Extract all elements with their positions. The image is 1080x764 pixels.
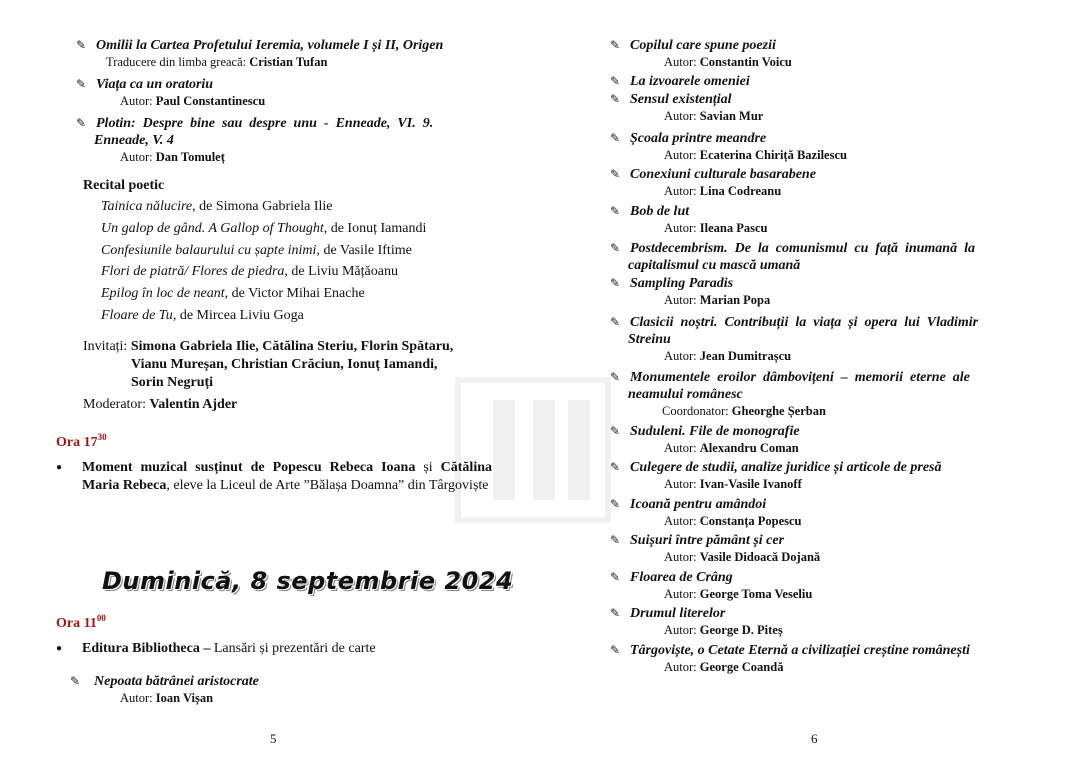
book-title: Bob de lut bbox=[630, 204, 690, 219]
pen-nib-icon: ✎ bbox=[610, 276, 621, 290]
book-title: Suduleni. File de monografie bbox=[630, 424, 800, 439]
pen-nib-icon: ✎ bbox=[610, 74, 621, 88]
bullet-dot-icon: ● bbox=[56, 462, 63, 473]
pen-nib-icon: ✎ bbox=[610, 497, 621, 511]
pen-nib-icon: ✎ bbox=[610, 92, 621, 106]
book-entry bbox=[76, 115, 496, 165]
book-title-cont: Enneade, V. 4 bbox=[94, 133, 174, 148]
book-entry bbox=[610, 130, 847, 163]
book-title: Floarea de Crâng bbox=[630, 570, 733, 585]
pen-nib-icon: ✎ bbox=[610, 370, 621, 384]
pen-nib-icon: ✎ bbox=[70, 674, 81, 688]
poem-line: Confesiunile balaurului cu șapte inimi, de Vasile Iftime bbox=[101, 243, 412, 258]
pen-nib-icon: ✎ bbox=[610, 460, 621, 474]
book-credit: Autor: Ecaterina Chiriță Bazilescu bbox=[664, 148, 847, 162]
program-item: ● Moment muzical susținut de Popescu Rebeca Ioana și Cătălina Maria Rebeca, eleve la Liceul de Arte ”Bălașa Doamna” din Târgoviște bbox=[56, 460, 492, 493]
book-entry bbox=[610, 569, 812, 602]
book-title-cont: Streinu bbox=[628, 332, 671, 347]
book-credit: Autor: Dan Tomuleț bbox=[120, 150, 225, 164]
pen-nib-icon: ✎ bbox=[610, 315, 621, 329]
book-title: Școala printre meandre bbox=[630, 131, 767, 146]
pen-nib-icon: ✎ bbox=[76, 77, 87, 91]
book-entry bbox=[70, 673, 259, 706]
book-title: Postdecembrism. De la comunismul cu față inumană la bbox=[630, 241, 975, 256]
book-entry bbox=[76, 76, 265, 109]
pen-nib-icon: ✎ bbox=[610, 167, 621, 181]
pen-nib-icon: ✎ bbox=[610, 570, 621, 584]
book-title: Icoană pentru amândoi bbox=[630, 497, 767, 512]
time-heading: Ora $17^{30}$ bbox=[56, 432, 107, 450]
poem-line: Flori de piatră/ Flores de piedra, de Liviu Mățăoanu bbox=[101, 264, 398, 279]
book-credit: Autor: Lina Codreanu bbox=[664, 184, 782, 198]
book-entry bbox=[610, 496, 802, 529]
book-credit: Autor: Constanța Popescu bbox=[664, 514, 802, 528]
book-credit: Autor: George D. Piteș bbox=[664, 623, 783, 637]
right-page bbox=[540, 0, 1080, 764]
book-entry bbox=[610, 423, 800, 456]
pen-nib-icon: ✎ bbox=[610, 241, 621, 255]
book-entry bbox=[610, 314, 1040, 364]
book-title: Nepoata bătrânei aristocrate bbox=[94, 674, 259, 689]
book-entry bbox=[610, 532, 820, 565]
book-title-cont: neamului românesc bbox=[628, 387, 743, 402]
day-title: Duminică, 8 septembrie 2024 bbox=[102, 567, 514, 595]
book-title: Clasicii noștri. Contribuții la viața și opera lui Vladimir bbox=[630, 315, 979, 330]
book-entry bbox=[610, 459, 942, 492]
book-entry bbox=[610, 642, 970, 675]
book-title: Copilul care spune poezii bbox=[630, 38, 776, 53]
pen-nib-icon: ✎ bbox=[610, 424, 621, 438]
book-credit: Traducere din limba greacă: Cristian Tufan bbox=[106, 55, 328, 69]
recital-heading: Recital poetic bbox=[83, 178, 165, 193]
bullet-dot-icon: ● bbox=[56, 643, 63, 654]
book-credit: Autor: Marian Popa bbox=[664, 293, 771, 307]
book-entry bbox=[610, 369, 1040, 419]
book-credit: Autor: Jean Dumitrașcu bbox=[664, 349, 792, 363]
book-credit: Autor: Alexandru Coman bbox=[664, 441, 799, 455]
poem-line: Un galop de gând. A Gallop of Thought, de Ionuț Iamandi bbox=[101, 221, 427, 236]
book-title: Sampling Paradis bbox=[630, 276, 734, 291]
book-credit: Coordonator: Gheorghe Șerban bbox=[662, 404, 826, 418]
pen-nib-icon: ✎ bbox=[76, 116, 87, 130]
book-title: Viața ca un oratoriu bbox=[96, 77, 214, 92]
book-credit: Autor: Savian Mur bbox=[664, 109, 764, 123]
book-entry bbox=[610, 275, 770, 308]
book-title: Omilii la Cartea Profetului Ieremia, volumele I și II, Origen bbox=[96, 38, 444, 53]
pen-nib-icon: ✎ bbox=[610, 204, 621, 218]
page-number: 5 bbox=[270, 731, 277, 746]
book-title: La izvoarele omeniei bbox=[630, 74, 750, 89]
pen-nib-icon: ✎ bbox=[76, 38, 87, 52]
book-title: Sensul existențial bbox=[630, 92, 732, 107]
book-credit: Autor: Vasile Didoacă Dojană bbox=[664, 550, 821, 564]
book-entry bbox=[76, 37, 443, 70]
pen-nib-icon: ✎ bbox=[610, 643, 621, 657]
book-title: Monumentele eroilor dâmbovițeni – memorii eterne ale bbox=[630, 370, 970, 385]
book-entry bbox=[610, 91, 763, 124]
poem-line: Tainica nălucire, de Simona Gabriela Ilie bbox=[101, 199, 333, 214]
book-credit: Autor: Ileana Pascu bbox=[664, 221, 768, 235]
book-credit: Autor: Paul Constantinescu bbox=[120, 94, 266, 108]
book-title: Plotin: Despre bine sau despre unu - Enneade, VI. 9. bbox=[96, 116, 434, 131]
book-title: Târgoviște, o Cetate Eternă a civilizației creștine românești bbox=[630, 643, 970, 658]
book-title: Culegere de studii, analize juridice și articole de presă bbox=[630, 460, 942, 475]
pen-nib-icon: ✎ bbox=[610, 131, 621, 145]
pen-nib-icon: ✎ bbox=[610, 38, 621, 52]
page-number: 6 bbox=[811, 731, 818, 746]
book-credit: Autor: Ivan-Vasile Ivanoff bbox=[664, 477, 802, 491]
book-title: Drumul literelor bbox=[630, 606, 726, 621]
book-credit: Autor: Constantin Voicu bbox=[664, 55, 792, 69]
poem-line: Floare de Tu, de Mircea Liviu Goga bbox=[101, 308, 304, 323]
book-credit: Autor: George Coandă bbox=[664, 660, 784, 674]
book-entry bbox=[610, 37, 792, 70]
book-entry bbox=[610, 240, 1040, 274]
book-entry bbox=[610, 166, 816, 199]
book-title: Conexiuni culturale basarabene bbox=[630, 167, 816, 182]
poem-line: Epilog în loc de neant, de Victor Mihai Enache bbox=[101, 286, 365, 301]
book-entry bbox=[610, 73, 750, 90]
book-title-cont: capitalismul cu mască umană bbox=[628, 258, 801, 273]
time-heading: Ora $11^{00}$ bbox=[56, 613, 106, 631]
pen-nib-icon: ✎ bbox=[610, 606, 621, 620]
moderator-line: Moderator: Valentin Ajder bbox=[83, 397, 238, 412]
book-entry bbox=[610, 605, 783, 638]
guests-block: Invitați: Simona Gabriela Ilie, Cătălina Steriu, Florin Spătaru, Vianu Mureșan, Christian Crăciun, Ionuț Iamandi, Sorin Negruți bbox=[83, 339, 454, 390]
book-entry bbox=[610, 203, 767, 236]
book-credit: Autor: Ioan Vișan bbox=[120, 691, 214, 705]
pen-nib-icon: ✎ bbox=[610, 533, 621, 547]
program-item: ● Editura Bibliotheca – Lansări și prezentări de carte bbox=[56, 641, 376, 656]
book-credit: Autor: George Toma Veseliu bbox=[664, 587, 813, 601]
book-title: Suișuri între pământ și cer bbox=[630, 533, 785, 548]
